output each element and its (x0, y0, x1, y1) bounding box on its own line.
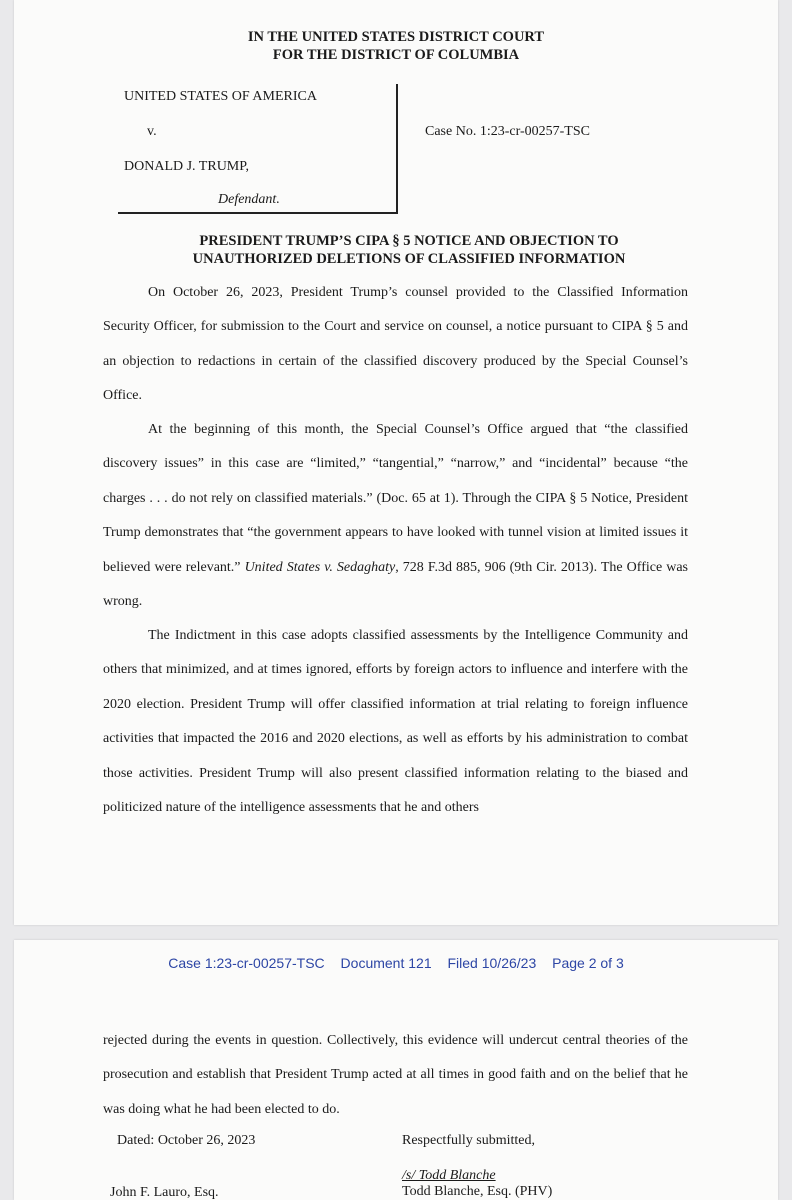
counsel-left: John F. Lauro, Esq. (110, 1185, 219, 1200)
ecf-case: Case 1:23-cr-00257-TSC (168, 955, 325, 971)
document-title-line1: PRESIDENT TRUMP’S CIPA § 5 NOTICE AND OBJECTION TO (199, 233, 619, 249)
caption-defendant-role: Defendant. (218, 192, 280, 207)
caption-horizontal-rule (118, 212, 397, 214)
caption-vertical-rule (396, 84, 398, 214)
document-page-2 (14, 940, 778, 1200)
caption-plaintiff: UNITED STATES OF AMERICA (124, 89, 317, 104)
paragraph-3-text: The Indictment in this case adopts classified assessments by the Intelligence Community and others that minimized, and at times ignored, efforts by foreign actors to influence and interfere with the 2020 election. President Trump will offer classified information at trial relating to foreign influence activities that impacted the 2016 and 2020 elections, as well as efforts by his administration to combat those activities. President Trump will also present classified information relating to the biased and politicized nature of the intelligence assessments that he and others (103, 628, 688, 816)
caption-versus: v. (147, 124, 157, 139)
page2-paragraph-text: rejected during the events in question. Collectively, this evidence will undercut central theories of the prosecution and establish that President Trump acted at all times in good faith and on the belief that he was doing what he had been elected to do. (103, 1033, 688, 1117)
paragraph-1 (103, 276, 688, 414)
signature: /s/ Todd Blanche (402, 1168, 496, 1183)
document-title (14, 232, 792, 268)
paragraph-2-text-a: At the beginning of this month, the Special Counsel’s Office argued that “the classified discovery issues” in this case are “limited,” “tangential,” “narrow,” and “incidental” because “the charges . . . do not rely on classified materials.” (Doc. 65 at 1). Through the CIPA § 5 Notice, President Trump demonstrates that “the government appears to have looked with tunnel vision at limited issues it believed were relevant.” (103, 422, 688, 575)
ecf-page: Page 2 of 3 (552, 955, 624, 971)
paragraph-3 (103, 619, 688, 825)
ecf-header (14, 955, 778, 971)
dated-line: Dated: October 26, 2023 (117, 1133, 256, 1148)
ecf-document: Document 121 (340, 955, 432, 971)
page2-paragraph (103, 1024, 688, 1127)
counsel-right: Todd Blanche, Esq. (PHV) (402, 1184, 553, 1199)
paragraph-1-text: On October 26, 2023, President Trump’s counsel provided to the Classified Information Security Officer, for submission to the Court and service on counsel, a notice pursuant to CIPA § 5 and an objection to redactions in certain of the classified discovery produced by the Special Counsel’s Office. (103, 285, 688, 404)
respectfully-submitted: Respectfully submitted, (402, 1133, 535, 1148)
document-page-1 (14, 0, 778, 925)
court-heading (14, 28, 778, 64)
case-citation: United States v. Sedaghaty (244, 559, 396, 575)
case-number: Case No. 1:23-cr-00257-TSC (425, 124, 590, 139)
court-heading-line1: IN THE UNITED STATES DISTRICT COURT (247, 29, 545, 45)
document-title-line2: UNAUTHORIZED DELETIONS OF CLASSIFIED INFORMATION (192, 251, 626, 267)
paragraph-2-text-b: , 728 F.3d 885, 906 (9th Cir. 2013). The Office was wrong. (103, 559, 688, 610)
paragraph-2 (103, 413, 688, 619)
ecf-filed: Filed 10/26/23 (447, 955, 537, 971)
court-heading-line2: FOR THE DISTRICT OF COLUMBIA (272, 47, 520, 63)
caption-defendant-name: DONALD J. TRUMP, (124, 159, 249, 174)
